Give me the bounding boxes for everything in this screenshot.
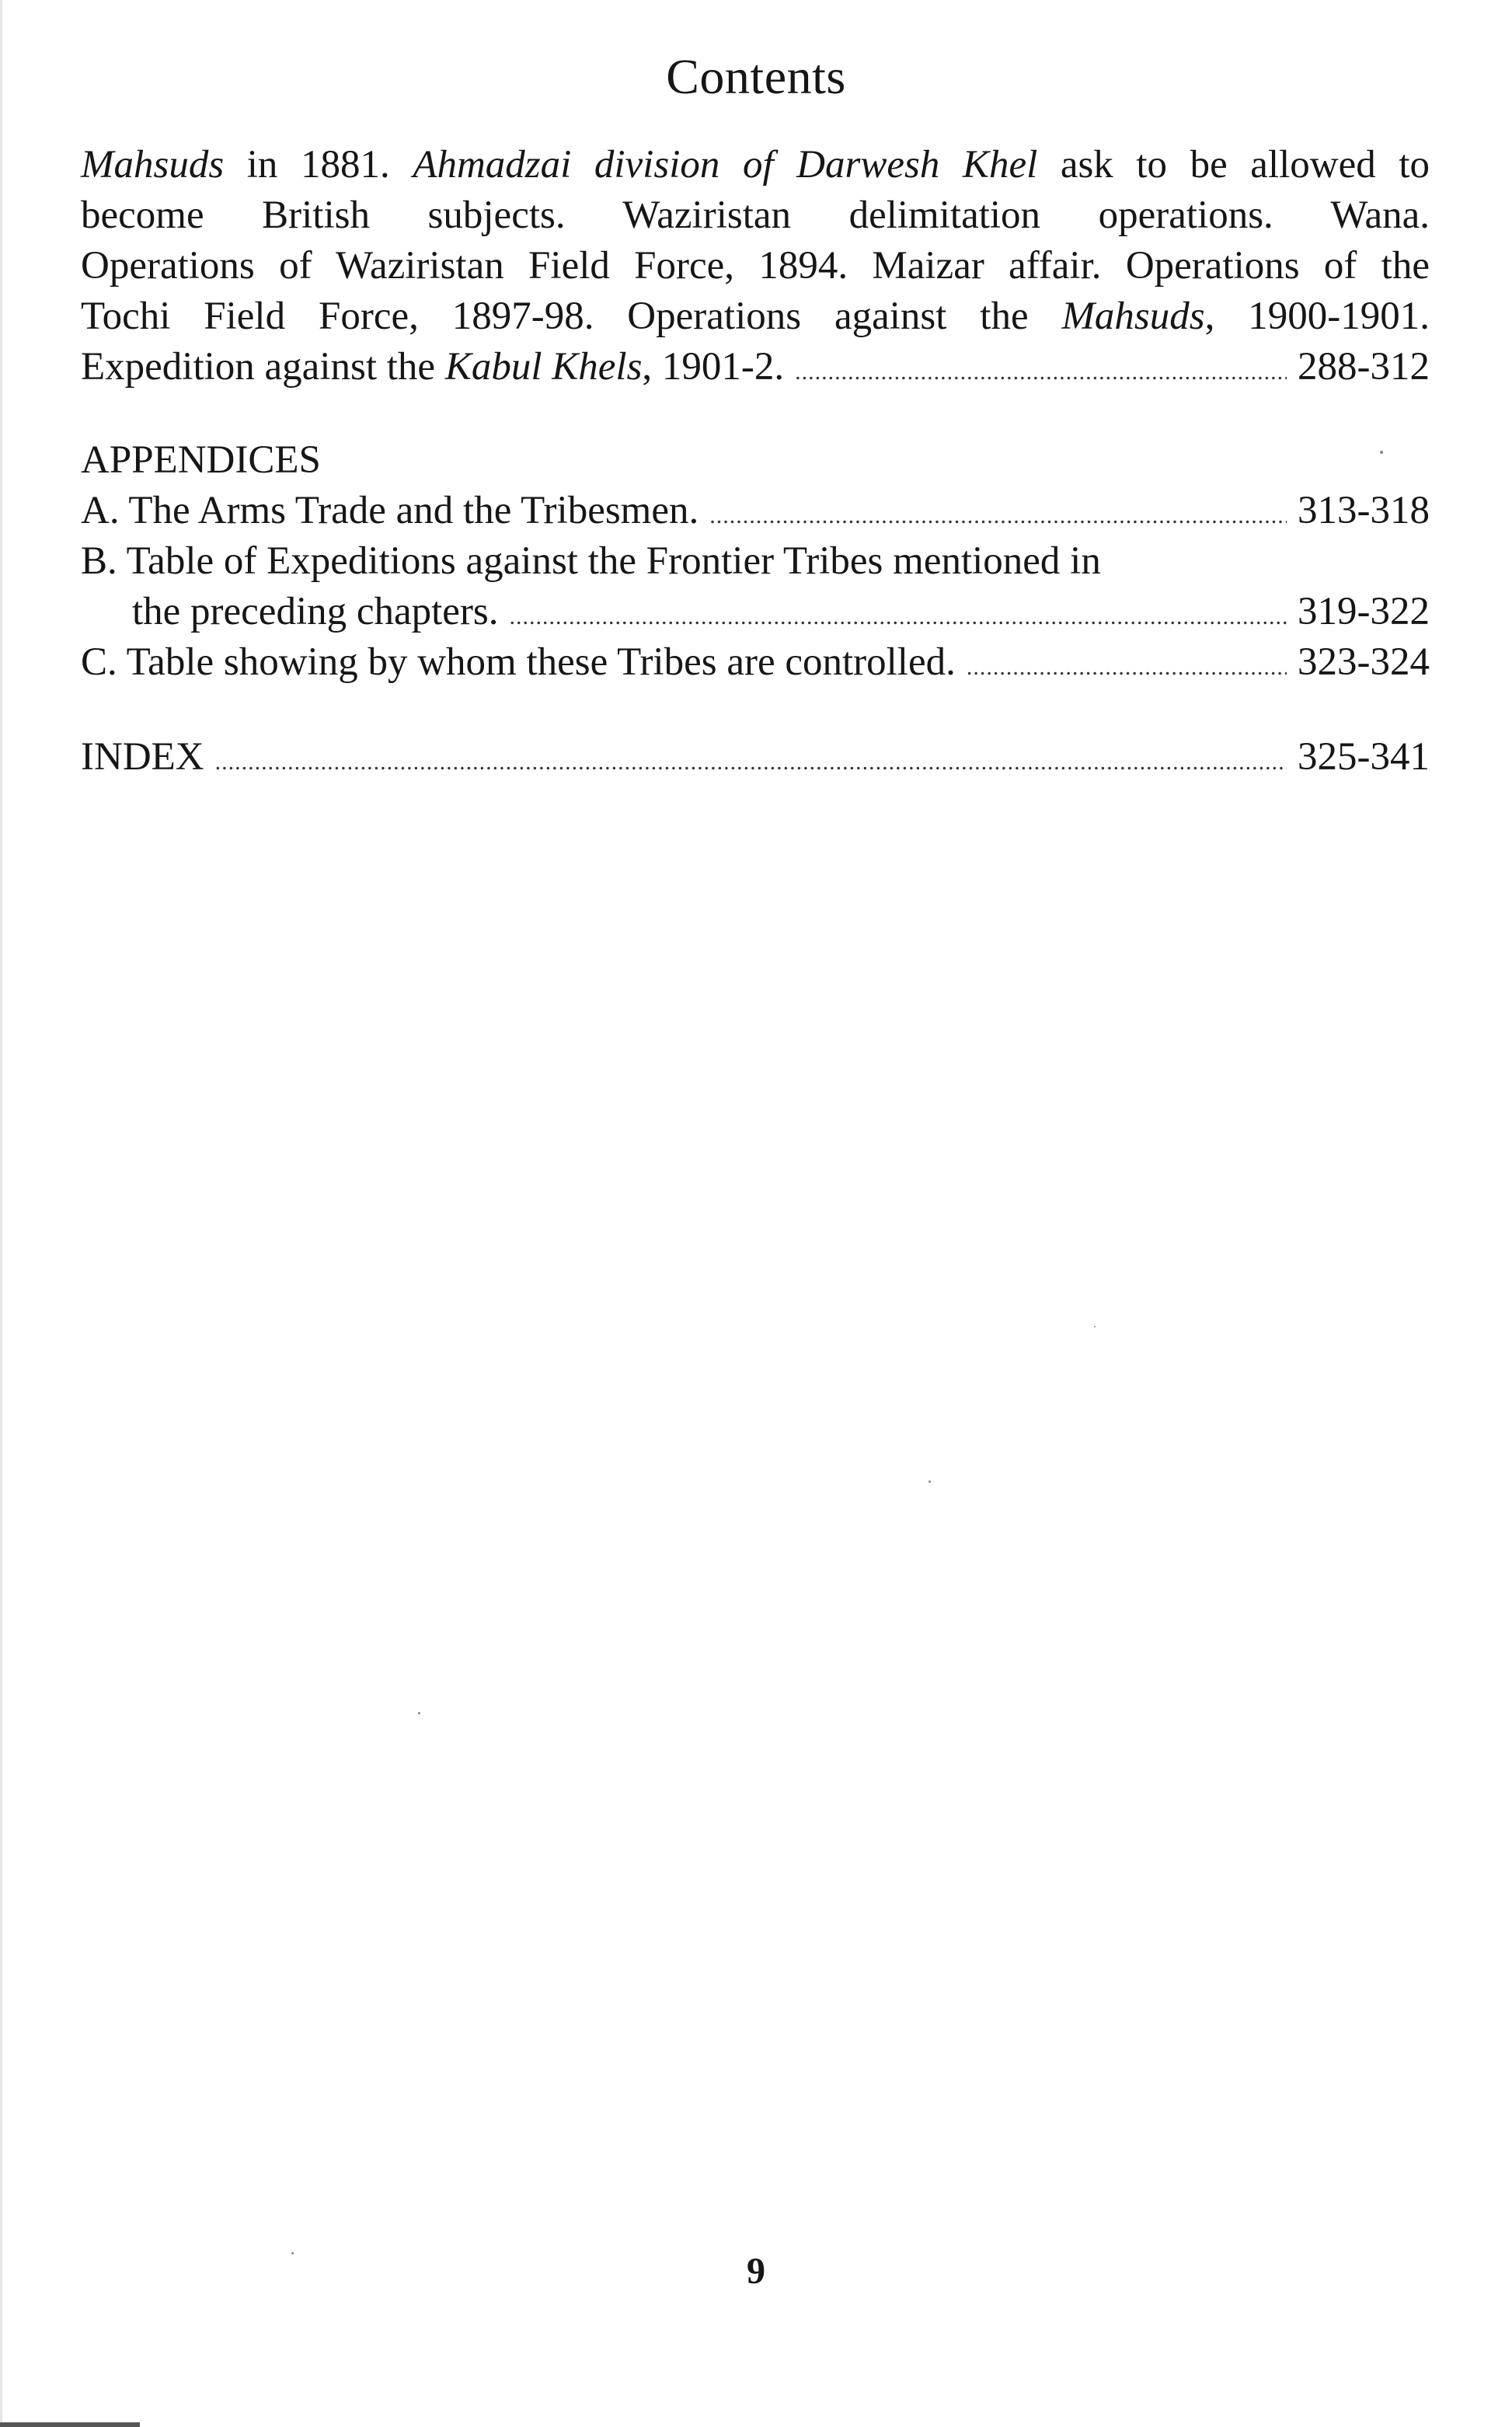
index-pages: 325-341 — [1298, 735, 1430, 779]
index-label: INDEX — [81, 735, 204, 779]
appendix-b-text-continued: the preceding chapters. — [132, 590, 499, 633]
paragraph-line-5 — [81, 342, 1430, 397]
paragraph-line-5-text — [81, 342, 784, 392]
appendix-c-pages: 323-324 — [1298, 640, 1430, 684]
contents-paragraph — [81, 140, 1430, 397]
scan-speck — [1094, 1326, 1096, 1327]
paragraph-line-4 — [81, 291, 1430, 342]
scan-speck — [291, 2252, 294, 2254]
paragraph-line-1-text-d: ask to be allowed to — [1037, 143, 1430, 187]
dot-leader — [215, 737, 1287, 787]
scan-speck — [1380, 451, 1383, 454]
page-number: 9 — [747, 2251, 765, 2292]
paragraph-line-1-text-b: in 1881. — [224, 143, 413, 187]
page-title: Contents — [666, 49, 846, 104]
index-row — [81, 732, 1430, 787]
paragraph-line-3: Operations of Waziristan Field Force, 1894. Maizar affair. Operations of the — [81, 244, 1430, 288]
paragraph-line-5-italic-b: Kabul Khels — [444, 345, 643, 389]
appendices-heading: APPENDICES — [81, 438, 321, 482]
paragraph-line-4-italic-b: Mahsuds — [1061, 295, 1205, 338]
dot-leader — [967, 642, 1287, 692]
dot-leader — [510, 591, 1287, 642]
paragraph-line-1-italic-c: Ahmadzai division of Darwesh Khel — [413, 143, 1038, 187]
scan-speck — [928, 1480, 931, 1483]
appendix-item-c — [81, 637, 1430, 688]
appendix-a-pages: 313-318 — [1298, 489, 1430, 532]
paragraph-line-5-text-c: , 1901-2. — [642, 345, 785, 389]
appendix-item-b-line-2 — [81, 587, 1430, 637]
paragraph-line-2: become British subjects. Waziristan delimitation operations. Wana. — [81, 194, 1430, 237]
index-entry — [81, 732, 1430, 787]
paragraph-line-5-text-a: Expedition against the — [81, 345, 445, 389]
appendices-section — [81, 435, 1430, 688]
paragraph-line-4-text-c: , 1900-1901. — [1204, 295, 1430, 338]
paragraph-line-1 — [81, 140, 1430, 190]
scan-left-edge — [0, 0, 2, 2427]
paragraph-line-4-text-a: Tochi Field Force, 1897-98. Operations against the — [81, 295, 1062, 338]
appendix-c-text: C. Table showing by whom these Tribes are controlled. — [81, 640, 956, 684]
dot-leader — [709, 490, 1287, 541]
paragraph-line-1-italic-a: Mahsuds — [81, 143, 225, 187]
dot-leader — [795, 347, 1287, 397]
appendix-a-text: A. The Arms Trade and the Tribesmen. — [81, 489, 699, 532]
paragraph-pages: 288-312 — [1298, 345, 1430, 389]
appendix-item-a — [81, 486, 1430, 536]
appendix-b-pages: 319-322 — [1298, 590, 1430, 633]
scan-speck — [418, 1712, 420, 1714]
appendix-item-b-line-1: B. Table of Expeditions against the Frontier Tribes mentioned in — [81, 539, 1101, 583]
scan-bottom-edge — [0, 2422, 140, 2427]
